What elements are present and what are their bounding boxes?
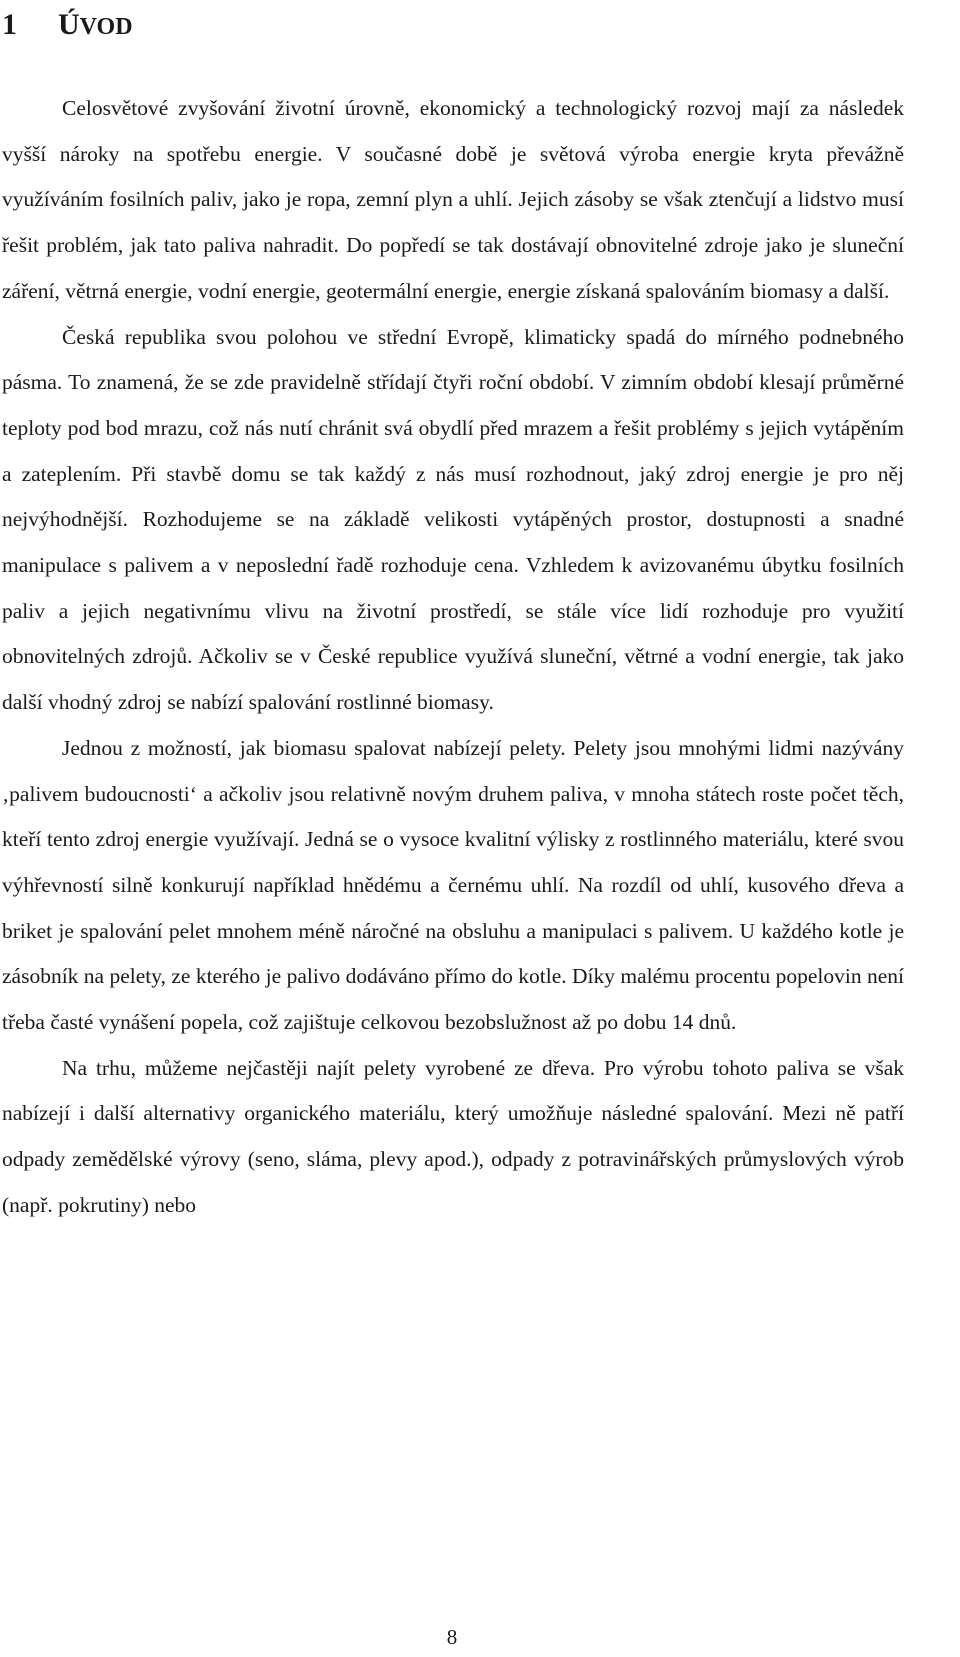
chapter-title-initial: Ú (58, 8, 80, 41)
paragraph: Celosvětové zvyšování životní úrovně, ekonomický a technologický rozvoj mají za následek vyšší nároky na spotřebu energie. V současné době je světová výroba energie kryta převážně využíváním fosilních paliv, jako je ropa, zemní plyn a uhlí. Jejich zásoby se však ztenčují a lidstvo musí řešit problém, jak tato paliva nahradit. Do popředí se tak dostávají obnovitelné zdroje jako je sluneční záření, větrná energie, vodní energie, geotermální energie, energie získaná spalováním biomasy a další. (2, 96, 904, 303)
chapter-heading (2, 0, 133, 50)
chapter-title-rest: VOD (79, 14, 133, 40)
page-number: 8 (446, 1625, 458, 1649)
paragraph: Česká republika svou polohou ve střední Evropě, klimaticky spadá do mírného podnebného pásma. To znamená, že se zde pravidelně střídají čtyři roční období. V zimním období klesají průměrné teploty pod bod mrazu, což nás nutí chránit svá obydlí před mrazem a řešit problémy s jejich vytápěním a zateplením. Při stavbě domu se tak každý z nás musí rozhodnout, jaký zdroj energie je pro něj nejvýhodnější. Rozhodujeme se na základě velikosti vytápěných prostor, dostupnosti a snadné manipulace s palivem a v neposlední řadě rozhoduje cena. Vzhledem k avizovanému úbytku fosilních paliv a jejich negativnímu vlivu na životní prostředí, se stále více lidí rozhoduje pro využití obnovitelných zdrojů. Ačkoliv se v České republice využívá sluneční, větrné a vodní energie, tak jako další vhodný zdroj se nabízí spalování rostlinné biomasy. (2, 324, 904, 715)
paragraph: Jednou z možností, jak biomasu spalovat nabízejí pelety. Pelety jsou mnohými lidmi nazývány ‚palivem budoucnosti‘ a ačkoliv jsou relativně novým druhem paliva, v mnoha státech roste počet těch, kteří tento zdroj energie využívají. Jedná se o vysoce kvalitní výlisky z rostlinného materiálu, které svou výhřevností silně konkurují například hnědému a černému uhlí. Na rozdíl od uhlí, kusového dřeva a briket je spalování pelet mnohem méně náročné na obsluhu a manipulaci s palivem. U každého kotle je zásobník na pelety, ze kterého je palivo dodáváno přímo do kotle. Díky malému procentu popelovin není třeba časté vynášení popela, což zajištuje celkovou bezobslužnost až po dobu 14 dnů. (2, 735, 904, 1035)
body-text (2, 86, 904, 1229)
chapter-number: 1 (2, 8, 17, 41)
paragraph: Na trhu, můžeme nejčastěji najít pelety vyrobené ze dřeva. Pro výrobu tohoto paliva se však nabízejí i další alternativy organického materiálu, který umožňuje následné spalování. Mezi ně patří odpady zemědělské výrovy (seno, sláma, plevy apod.), odpady z potravinářských průmyslových výrob (např. pokrutiny) nebo (2, 1055, 904, 1217)
